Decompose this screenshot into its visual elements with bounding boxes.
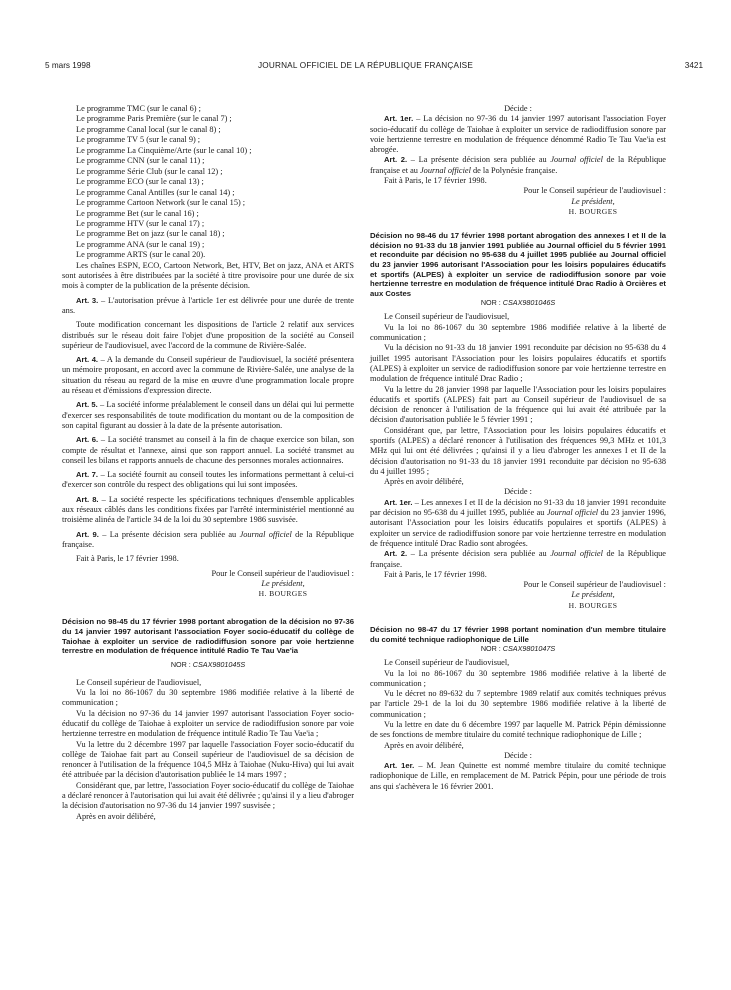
considerant-paragraph: Considérant que, par lettre, l'Association pour les loisirs populaires éducatifs et sportifs (ALPES) a déclaré renoncer à l'utilisation des fréquences 99,3 MHz et 101,3 MHz qui lui ont été délivrées ; qu'ainsi il y a lieu d'abroger les annexes I et II de la décision d'autorisation no 91-33 du 18 janvier 1991 reconduite par décision no 95-638 du 4 juillet 1995 ; (370, 425, 666, 476)
article-text: du 23 janvier 1996, autorisant l'Association pour les loisirs éducatifs populaires et sportifs (ALPES) à exploiter un service de radiodiffusion sonore par voie hertzienne terrestre en modulation de fréquence intitulé Drac Radio sont abrogées. (370, 508, 666, 548)
signature-line: Pour le Conseil supérieur de l'audiovisuel : (523, 580, 666, 590)
article-text: – La présente décision sera publiée au (407, 549, 551, 559)
programme-item: Le programme Canal Antilles (sur le canal 14) ; (76, 187, 235, 197)
considerant-paragraph: Considérant que, par lettre, l'association Foyer socio-éducatif du collège de Taiohae a déclaré renoncer à l'autorisation qui lui avait été délivrée ; qu'ainsi il y a lieu d'abroger la décision d'autorisation no 97-36 du 14 janvier 1997 susvisée ; (62, 780, 354, 811)
nor-code: CSAX9801046S (502, 298, 556, 308)
visa-paragraph: Le Conseil supérieur de l'audiovisuel, (384, 312, 510, 322)
article-text: – L'autorisation prévue à l'article 1er est délivrée pour une durée de trente ans. (62, 295, 354, 315)
signature-name: H. BOURGES (568, 206, 618, 216)
journal-officiel-ref: Journal officiel (419, 165, 471, 175)
article-label: Art. 1er. (384, 761, 415, 771)
article-4 (62, 355, 354, 396)
article-text: de la République française. (62, 529, 354, 549)
decide-heading: Décide : (504, 104, 532, 113)
article-9 (62, 530, 354, 551)
visa-paragraph: Vu la loi no 86-1067 du 30 septembre 1986 modifiée relative à la liberté de communication ; (62, 688, 354, 708)
journal-officiel-ref: Journal officiel (546, 508, 599, 518)
nor-label: NOR : (480, 644, 503, 654)
journal-officiel-ref: Journal officiel (550, 549, 603, 559)
programme-item: Le programme Série Club (sur le canal 12) ; (76, 166, 223, 176)
fait-a-paris: Fait à Paris, le 17 février 1998. (76, 554, 179, 564)
left-column (62, 104, 354, 822)
decide-heading: Décide : (504, 750, 532, 760)
article-text: – La société fournit au conseil toutes les informations permettant à celui-ci d'exercer son contrôle du respect des obligations qui lui sont imposées. (62, 470, 354, 490)
article-5 (62, 400, 354, 431)
article-text: de la République française et au (370, 155, 666, 175)
article-label: Art. 3. (76, 295, 99, 305)
nor-label: NOR : (170, 659, 193, 669)
article-label: Art. 1er. (384, 114, 414, 124)
article-label: Art. 2. (384, 155, 408, 165)
article-label: Art. 6. (76, 435, 99, 445)
decision-98-47-title: Décision no 98-47 du 17 février 1998 portant nomination d'un membre titulaire du comité technique radiophonique de Lille (370, 625, 666, 644)
article-text: – La société informe préalablement le conseil dans un délai qui lui permette d'exercer ses responsabilités de toute modification du montant ou de la composition de son capital figurant au dossier à la date de la présente autorisation. (62, 400, 355, 430)
right-column (370, 104, 666, 792)
decide-heading: Décide : (504, 487, 532, 497)
programme-item: Le programme Cartoon Network (sur le canal 15) ; (76, 198, 246, 208)
signature-line: Pour le Conseil supérieur de l'audiovisuel : (211, 568, 354, 578)
deliberation-paragraph: Après en avoir délibéré, (384, 477, 464, 487)
visa-paragraph: Vu la décision no 97-36 du 14 janvier 1997 autorisant l'association Foyer socio-éducatif du collège de Taiohae à exploiter un service de radiodiffusion sonore par voie hertzienne terrestre en modulation de fréquence intitulé Radio Te Tau Vae'ia ; (62, 708, 354, 739)
decision-98-46-title: Décision no 98-46 du 17 février 1998 portant abrogation des annexes I et II de la décision no 91-33 du 18 janvier 1991 publiée au Journal officiel du 5 février 1991 et reconduite par décision no 95-638 du 4 juillet 1995 publiée au Journal officiel du 23 janvier 1996 autorisant l'Association pour les loisirs populaires éducatifs et sportifs (ALPES) à exploiter un service de radiodiffusion sonore par voie hertzienne terrestre en modulation de fréquence intitulé Drac Radio à Orcières et aux Costes (370, 231, 666, 298)
article-text: – A la demande du Conseil supérieur de l'audiovisuel, la société présentera un mémoire proposant, en accord avec la commune de Rivière-Salée, une analyse de la situation du réseau au regard de la mise en œuvre d'une programmation locale propre au réseau et d'émissions d'expression directe. (62, 355, 354, 396)
programme-item: Le programme ECO (sur le canal 13) ; (76, 177, 204, 187)
visa-paragraph: Vu la lettre du 28 janvier 1998 par laquelle l'Association pour les loisirs populaires éducatifs et sportifs (ALPES) fait part au Conseil supérieur de l'audiovisuel de sa décision de renoncer à l'utilisation de la fréquence qui lui avait été attribuée par la décision d'autorisation publiée le 5 février 1991 ; (370, 384, 666, 425)
fait-a-paris: Fait à Paris, le 17 février 1998. (384, 569, 487, 579)
journal-title: JOURNAL OFFICIEL DE LA RÉPUBLIQUE FRANÇAISE (257, 61, 473, 70)
programme-item: Le programme TMC (sur le canal 6) ; (76, 104, 201, 113)
programme-item: Le programme La Cinquième/Arte (sur le canal 10) ; (76, 145, 252, 155)
article-text: – La présente décision sera publiée au (407, 155, 551, 165)
header-date: 5 mars 1998 (45, 61, 91, 70)
deliberation-paragraph: Après en avoir délibéré, (76, 811, 156, 821)
visa-paragraph: Vu la lettre du 2 décembre 1997 par laquelle l'association Foyer socio-éducatif du collège de Taiohae fait part au Conseil supérieur de l'audiovisuel de sa décision de renoncer à l'utilisation de la fréquence 104,5 MHz à Taiohae (Nuku-Hiva) qui lui avait été attribuée par la décision d'autorisation publiée le 14 mars 1997 ; (62, 739, 354, 780)
article-text: de la Polynésie française. (470, 165, 558, 175)
article-label: Art. 7. (76, 470, 99, 480)
programme-item: Le programme Canal local (sur le canal 8) ; (76, 124, 221, 134)
programme-item: Le programme Paris Première (sur le canal 7) ; (76, 114, 232, 124)
nor-reference (370, 644, 666, 654)
nor-reference (370, 298, 666, 308)
programme-list (62, 104, 354, 261)
article-7 (62, 470, 354, 491)
article-label: Art. 4. (76, 355, 99, 365)
fait-a-paris: Fait à Paris, le 17 février 1998. (384, 176, 487, 186)
article-text: – La société respecte les spécifications techniques d'ensemble applicables aux réseaux câblés dans les conditions fixées par l'arrêté interministériel mentionné au troisième alinéa de l'article 34 de la loi du 30 septembre 1986 susvisée. (62, 494, 354, 525)
programme-item: Le programme CNN (sur le canal 11) ; (76, 156, 205, 166)
nor-code: CSAX9801045S (192, 659, 246, 669)
nor-code: CSAX9801047S (502, 644, 556, 654)
article-label: Art. 9. (76, 529, 99, 539)
programme-item: Le programme ARTS (sur le canal 20). (76, 250, 206, 260)
signature-role: Le président, (571, 590, 615, 600)
signature-name: H. BOURGES (258, 589, 308, 599)
page-number: 3421 (684, 61, 703, 70)
visa-paragraph: Vu le décret no 89-632 du 7 septembre 1989 relatif aux comités techniques prévus par l'article 29-1 de la loi du 30 septembre 1986 modifiée relative à la liberté de communication ; (370, 689, 666, 719)
visa-paragraph: Vu la loi no 86-1067 du 30 septembre 1986 modifiée relative à la liberté de communication ; (370, 668, 666, 688)
decision-98-45-title: Décision no 98-45 du 17 février 1998 portant abrogation de la décision no 97-36 du 14 janvier 1997 autorisant l'association Foyer socio-éducatif du collège de Taiohae à exploiter un service de radiodiffusion sonore par voie hertzienne terrestre en modulation de fréquence intitulé Radio Te Tau Vae'ia (62, 617, 354, 656)
article-1 (370, 498, 666, 549)
article-2 (370, 155, 666, 176)
visa-paragraph: Vu la loi no 86-1067 du 30 septembre 1986 modifiée relative à la liberté de communication ; (370, 322, 666, 343)
nor-label: NOR : (480, 298, 503, 308)
visa-paragraph: Vu la lettre en date du 6 décembre 1997 par laquelle M. Patrick Pépin démissionne de ses fonctions de membre titulaire du comité technique radiophonique de Lille ; (370, 720, 666, 740)
journal-officiel-ref: Journal officiel (550, 155, 603, 165)
programme-item: Le programme Bet (sur le canal 16) ; (76, 208, 199, 218)
visa-paragraph: Le Conseil supérieur de l'audiovisuel, (76, 677, 202, 687)
article-1 (370, 761, 666, 792)
signature-role: Le président, (261, 578, 305, 588)
signature-line: Pour le Conseil supérieur de l'audiovisuel : (523, 186, 666, 196)
signature-role: Le président, (571, 196, 615, 206)
article-1 (370, 114, 666, 155)
article-text: – Les annexes I et II de la décision no 91-33 du 18 janvier 1991 reconduite par décision no 95-638 du 4 juillet 1995, publiée au (370, 497, 666, 518)
article-text: – La décision no 97-36 du 14 janvier 1997 autorisant l'association Foyer socio-éducatif du collège de Taiohae à exploiter un service de radiodiffusion sonore par voie hertzienne terrestre en modulation de fréquence dénommé Radio Te Tau Vae'ia est abrogée. (370, 114, 667, 155)
article-text: de la République française. (370, 549, 666, 569)
journal-officiel-ref: Journal officiel (239, 529, 292, 539)
article-text: – La société transmet au conseil à la fin de chaque exercice son bilan, son compte de résultat et l'annexe, ainsi que son rapport annuel. La société transmet au conseil les bilans et rapports annuels de chacune des personnes morales actionnaires. (62, 435, 354, 465)
article-text: – La présente décision sera publiée au (98, 529, 240, 539)
nor-reference (62, 660, 354, 670)
article-text: – M. Jean Quinette est nommé membre titulaire du comité technique radiophonique de Lille, en remplacement de M. Patrick Pépin, pour une période de trois ans qui s'achèvera le 16 février 2001. (370, 761, 666, 791)
article-label: Art. 8. (76, 494, 99, 504)
visa-paragraph: Vu la décision no 91-33 du 18 janvier 1991 reconduite par décision no 95-638 du 4 juillet 1995 autorisant l'Association pour les loisirs populaires éducatifs et sportifs (ALPES) à exploiter un service de radiodiffusion sonore par voie hertzienne terrestre en modulation de fréquence intitulé Drac Radio ; (370, 343, 666, 384)
programme-item: Le programme HTV (sur le canal 17) ; (76, 218, 205, 228)
page-header (0, 61, 731, 73)
chaines-paragraph: Les chaînes ESPN, ECO, Cartoon Network, Bet, HTV, Bet on jazz, ANA et ARTS sont autorisées à être distribuées par la société à titre provisoire pour une durée de six mois à compter de la publication de la présente décision. (62, 260, 354, 291)
visa-paragraph: Le Conseil supérieur de l'audiovisuel, (384, 658, 510, 668)
article-label: Art. 1er. (384, 497, 413, 507)
programme-item: Le programme ANA (sur le canal 19) ; (76, 239, 205, 249)
article-3 (62, 296, 354, 317)
deliberation-paragraph: Après en avoir délibéré, (384, 740, 464, 750)
article-8 (62, 495, 354, 526)
modification-paragraph: Toute modification concernant les dispositions de l'article 2 relatif aux services distribués sur le réseau doit faire l'objet d'une proposition de la société au Conseil supérieur de l'audiovisuel, avec l'accord de la commune de Rivière-Salée. (62, 320, 354, 350)
article-6 (62, 435, 354, 466)
article-label: Art. 5. (76, 400, 98, 410)
programme-item: Le programme TV 5 (sur le canal 9) ; (76, 135, 201, 145)
article-label: Art. 2. (384, 549, 408, 559)
signature-name: H. BOURGES (568, 600, 618, 610)
article-2 (370, 549, 666, 570)
programme-item: Le programme Bet on jazz (sur le canal 18) ; (76, 229, 225, 239)
